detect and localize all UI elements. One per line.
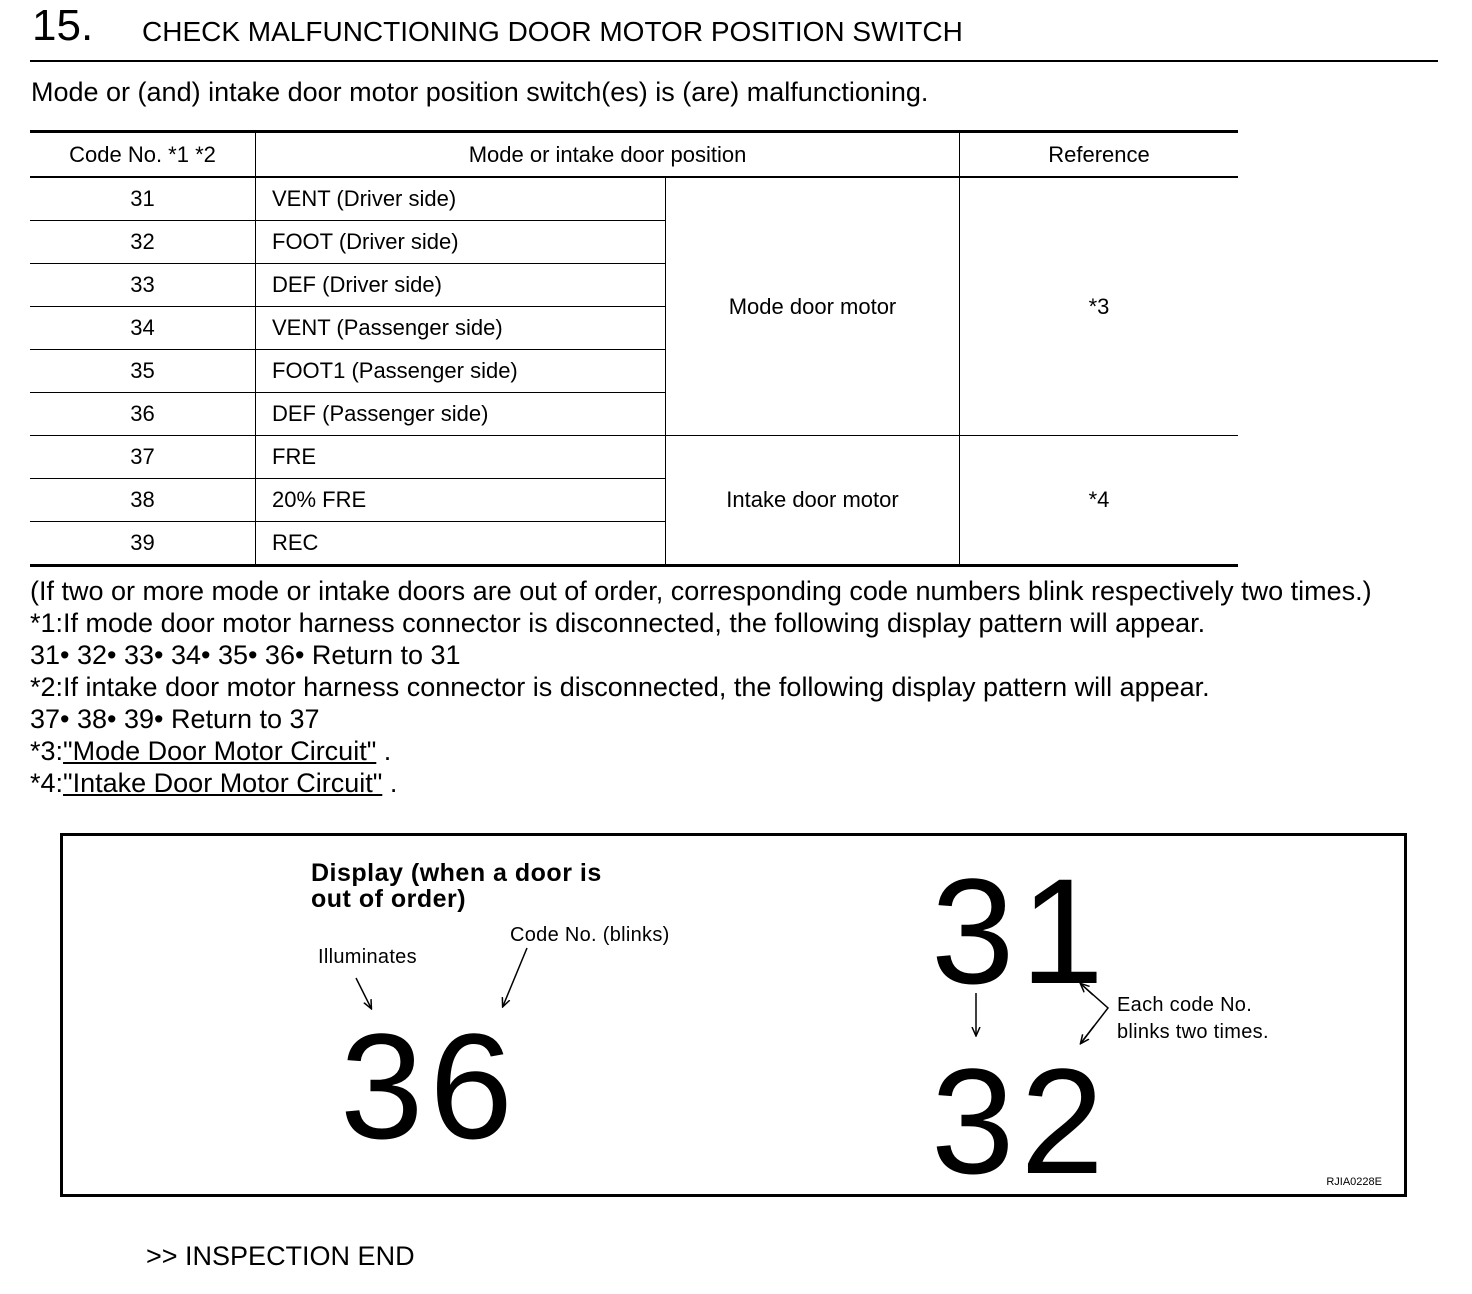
code-cell: 31 xyxy=(30,177,256,221)
step-title: CHECK MALFUNCTIONING DOOR MOTOR POSITION SWITCH xyxy=(142,16,963,47)
position-cell: FOOT (Driver side) xyxy=(256,221,666,264)
table-row xyxy=(30,177,1238,221)
figure-title-line-2: out of order) xyxy=(311,885,467,913)
step-number: 15. xyxy=(32,1,94,50)
each-code-label xyxy=(1117,992,1269,1046)
figure-title xyxy=(311,860,602,912)
code-cell: 32 xyxy=(30,221,256,264)
intro-text: Mode or (and) intake door motor position switch(es) is (are) malfunctioning. xyxy=(31,77,929,107)
each-code-label-line-1: Each code No. xyxy=(1117,994,1253,1016)
position-cell: FRE xyxy=(256,436,666,479)
reference-3-suffix: . xyxy=(376,736,392,766)
position-cell: FOOT1 (Passenger side) xyxy=(256,350,666,393)
position-cell: VENT (Driver side) xyxy=(256,177,666,221)
code-table xyxy=(30,130,1238,567)
mode-door-motor-circuit-link[interactable]: "Mode Door Motor Circuit" xyxy=(63,736,377,766)
each-code-label-line-2: blinks two times. xyxy=(1117,1021,1269,1043)
position-cell: 20% FRE xyxy=(256,479,666,522)
table-header-row xyxy=(30,132,1238,178)
position-cell: VENT (Passenger side) xyxy=(256,307,666,350)
code-cell: 36 xyxy=(30,393,256,436)
pattern-2: 37• 38• 39• Return to 37 xyxy=(30,704,320,734)
code-cell: 39 xyxy=(30,522,256,566)
display-first-code: 31 xyxy=(931,847,1110,1015)
illuminates-label: Illuminates xyxy=(318,946,417,968)
pattern-1: 31• 32• 33• 34• 35• 36• Return to 31 xyxy=(30,640,461,670)
note-1: *1:If mode door motor harness connector is disconnected, the following display pattern will appear. xyxy=(30,608,1206,638)
table-row xyxy=(30,436,1238,479)
position-cell: REC xyxy=(256,522,666,566)
code-cell: 35 xyxy=(30,350,256,393)
code-cell: 34 xyxy=(30,307,256,350)
reference-cell-intake: *4 xyxy=(1088,487,1110,512)
reference-cell-mode: *3 xyxy=(1088,293,1110,319)
reference-3 xyxy=(30,735,1436,767)
notes xyxy=(30,575,1436,799)
motor-cell-intake: Intake door motor xyxy=(666,436,960,566)
reference-4-prefix: *4: xyxy=(30,768,64,798)
code-cell: 33 xyxy=(30,264,256,307)
reference-4 xyxy=(30,767,1436,799)
note-2: *2:If intake door motor harness connector is disconnected, the following display pattern will appear. xyxy=(30,672,1210,702)
display-second-code: 32 xyxy=(931,1037,1110,1205)
code-cell: 38 xyxy=(30,479,256,522)
motor-cell-mode: Mode door motor xyxy=(666,177,960,436)
position-cell: DEF (Passenger side) xyxy=(256,393,666,436)
code-cell: 37 xyxy=(30,436,256,479)
intake-door-motor-circuit-link[interactable]: "Intake Door Motor Circuit" xyxy=(63,768,383,798)
reference-4-suffix: . xyxy=(382,768,398,798)
display-figure xyxy=(60,833,1407,1205)
step-header xyxy=(30,0,1438,62)
code-no-label: Code No. (blinks) xyxy=(510,924,670,946)
display-single-code: 36 xyxy=(340,1002,519,1170)
header-position: Mode or intake door position xyxy=(256,132,960,178)
figure-title-line-1: Display (when a door is xyxy=(311,859,602,887)
blink-note: (If two or more mode or intake doors are out of order, corresponding code numbers blink respectively two times.) xyxy=(30,576,1372,606)
position-cell: DEF (Driver side) xyxy=(256,264,666,307)
figure-id: RJIA0228E xyxy=(1326,1176,1382,1188)
reference-3-prefix: *3: xyxy=(30,736,64,766)
inspection-end: >> INSPECTION END xyxy=(146,1241,415,1271)
header-reference: Reference xyxy=(1048,141,1150,167)
code-no-arrow xyxy=(503,948,527,1006)
header-code: Code No. *1 *2 xyxy=(30,132,256,178)
